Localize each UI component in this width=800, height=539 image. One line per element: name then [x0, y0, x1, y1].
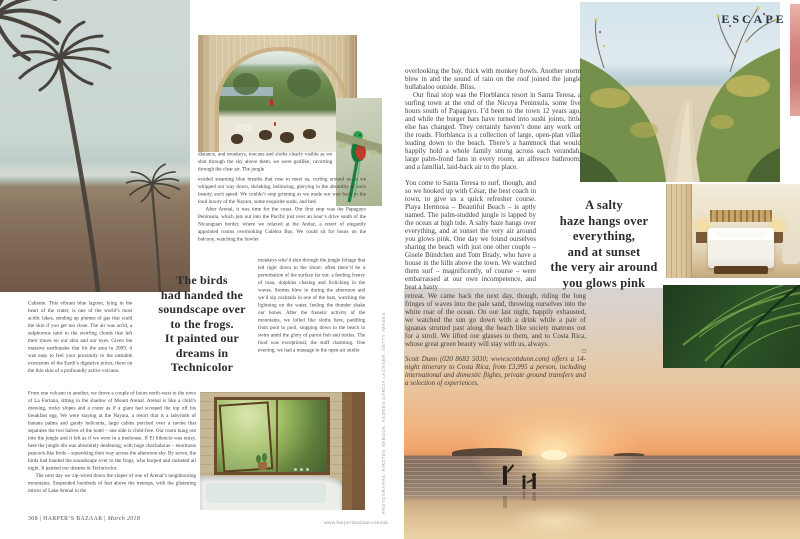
body-paragraph: From one volcano to another, we drove a couple of hours north-west to the town of La Fortuna, sitting in the shadow of Mount Arenal. Arenal is like a child’s drawing, rocky slopes and a crater as if a giant had scooped the top off his breakfast egg. We were staying at the Nayara, a resort that is a labyrinth of banana palms and gaudy heliconia, large cabins perched over a ravine that separates the two halves of the hotel – one side is child-free. Our room hung out into the jungle and it felt as if we were in a treehouse. If El Silencio was noisy, here the jungle din was absolutely deafening, with huge chachalacas – enormous peacock-like birds – squawking their way across the afternoon sky. By seven, the birds had handed the soundscape over to the frogs, who burped and racketed all night. It painted our dreams in Technicolor. — [28, 390, 196, 471]
body-paragraph: monkeys who’d shin through the jungle foliage that led right down to the shore; often there’d be a perturbation of the surface far out: a feeding frenzy of tuna, dolphins chasing and frolicking in the waves. Storms blew in during the afternoon and we’d sip cocktails in one of the bars, watching the lightning on the water, feeling the thunder shake our bones. After the frenetic activity of the mountains, we lolled like sloths here, paddling from pool to pool, slopping down to the beach to swim amid the glory of parrot fish and turtles. The food was exceptional, the staff charming. One evening, we had a massage in the open-air studio — [258, 257, 366, 353]
issue-date: March 2018 — [107, 516, 141, 522]
palm-fronds-illustration — [663, 285, 800, 368]
end-of-article-mark: □ — [582, 348, 586, 355]
faucet — [294, 468, 297, 471]
body-paragraph: The next day we zip-wired down the slopes of one of Arenal’s neighbouring mountains. Suspended hundreds of feet above the treetops, with the glistening mirror of Lake Arenal in the — [28, 473, 196, 494]
pull-quote-line: and at sunset — [567, 244, 641, 259]
pull-quote-line: to the frogs. — [170, 316, 234, 331]
nightstand — [696, 232, 707, 243]
pull-quote-line: haze hangs over — [559, 213, 649, 228]
armchair — [782, 240, 800, 264]
folio-text: 308 | HARPER’S BAZAAR | — [28, 516, 106, 522]
arch-frame — [215, 47, 348, 152]
body-paragraph: distance, and monkeys, toucans and sloths clearly visible as we shot through the sky above them, we were godlike, cavorting through the clear air. The jungle — [198, 151, 333, 172]
mid-column-wrap — [258, 257, 401, 387]
pull-quote-line: soundscape over — [158, 302, 246, 316]
palm-fronds-photo — [663, 285, 800, 368]
pull-quote-line: A salty — [585, 198, 623, 212]
headboard-art — [710, 210, 772, 222]
bedroom-photo — [666, 184, 800, 278]
window-bar — [276, 400, 278, 472]
body-paragraph: Caliente. This vibrant blue lagoon, lying in the heart of the crater, is one of the world’s most acidic lakes, sending up plumes of gas that scald the skin if you get too close. The air was acrid, a sulphurous taint to the swirling clouds that left their traces on our skin and our eyes. Given the massive earthquake that hit the area in 2009, it was easy to feel your proximity to the unstable extrusions of the Earth’s digestive juices, there on the thin skin of a profoundly active volcano. — [28, 300, 133, 374]
palm-tree-illustration — [0, 0, 190, 292]
right-wrap-column — [405, 179, 536, 291]
body-paragraph: You come to Santa Teresa to surf, though, and so we hooked up with César, the best coach in town, to give us a quick refresher course. Playa Hermosa – Beautiful Beach – is aptly named. The palm-studded jungle is lapped by the ocean at high tide. A salty haze hangs over everything, and at sunset the very air around you glows pink. One day we found ourselves sharing the beach with just one other couple – Gisele Bündchen and Tom Brady, who have a house in the hills above the town. We watched them surf – magnificently, of course – were embarrassed at our own incompetence, and beat a hasty — [405, 179, 536, 291]
body-paragraph: retreat. We came back the next day, though, riding the long fringes of waves into the pale sand, throwing ourselves into the white roar of the ocean. On our last night, happily exhausted, we watched the sun go down with a drink while a pair of iguanas strutted past along the beach like society matrons out for a stroll. We lifted our glasses to them, and to Costa Rica, whose great green beauty will stay with us, always. — [405, 292, 586, 348]
bed-bench — [714, 266, 768, 274]
curtain — [666, 184, 692, 278]
mid-column-middle — [198, 176, 422, 266]
left-intro-column — [28, 300, 167, 400]
pull-quote-line: you glows pink — [562, 275, 646, 290]
pull-quote-line: the very air around — [550, 260, 658, 274]
photo-credit: PHOTOGRAPHS: KIRSTEN HEBOOK, ANDRES GARCIA LACHNER, GETTY IMAGES — [381, 312, 386, 514]
right-pull-quote — [550, 198, 658, 291]
moss-clump — [338, 142, 346, 148]
beach-path-photo — [580, 2, 780, 182]
body-paragraph: Our final stop was the Florblanca resort in Santa Teresa, a surfing town at the end of the Nicoya Peninsula, some five hours south of Papagayo. I’d been to the town 12 years ago, and while the burger bars have turned into sushi joints, little else has changed. They certainly haven’t done any work on the roads. Florblanca is a collection of large, open-plan villas leading down to the beach. There’s a hammock that would happily hold a whole family strung across each verandah, large palm-frond fans in every room, an alfresco bathroom; and a familial, laid-back air to the place. — [405, 91, 581, 171]
right-top-column — [405, 67, 581, 171]
bed — [708, 228, 774, 268]
website-url: www.harpersbazaar.com/uk — [324, 520, 388, 525]
pull-quote-line: had handed the — [160, 287, 244, 302]
plant-pot — [258, 462, 267, 470]
pull-quote-line: everything, — [572, 229, 636, 243]
beach-path-illustration — [580, 2, 780, 182]
folio-footer — [28, 516, 140, 522]
pull-quote-line: The birds — [176, 273, 228, 287]
pull-quote-line: dreams in — [175, 345, 229, 360]
booking-details: Scott Dunn (020 8682 5030; www.scottdunn.com) offers a 14-night itinerary to Costa Rica, from £3,995 a person, including international and domestic flights, private ground transfers and a selection of experiences. — [405, 355, 586, 387]
palm-beach-photo — [0, 0, 190, 292]
pull-quote-line: It painted our — [164, 331, 240, 345]
plant-leaf — [262, 453, 267, 462]
body-paragraph: exuded steaming blue breaths that rose to meet us, curling around us as we whipped our way down, shrieking, bellowing, glorying in the absurdity of such beauty, such speed. We couldn’t stop grinning as we made our way back to the loud luxury of the Nayara, some exquisite sushi, and bed. — [198, 176, 366, 205]
body-paragraph: overlooking the bay, thick with monkey howls. Another storm blew in and the sound of rain on the roof joined the jungle hullabaloo outside. Bliss. — [405, 67, 581, 91]
plant-leaf — [256, 455, 261, 463]
bedside-lamp — [698, 222, 706, 230]
bedside-lamp — [774, 222, 782, 230]
left-bottom-column — [28, 390, 252, 530]
faucet — [306, 468, 309, 471]
left-pull-quote — [148, 273, 256, 375]
body-paragraph: After Arenal, it was time for the coast. Our first stop was the Papagayo Peninsula, which juts out into the Pacific just over an hour’s drive south of the Nicaraguan border, where we relaxed at the Andaz, a resort of elegantly appointed rooms overlooking Culebra Bay. We could sit for hours on the balcony, watching the howler — [198, 206, 366, 242]
arch-pavilion-photo — [198, 35, 357, 152]
section-label: ESCAPE — [721, 12, 787, 26]
pull-quote-line: Technicolor — [170, 360, 234, 374]
right-bottom-column — [405, 292, 586, 387]
faucet — [300, 468, 303, 471]
pillows — [716, 231, 766, 238]
